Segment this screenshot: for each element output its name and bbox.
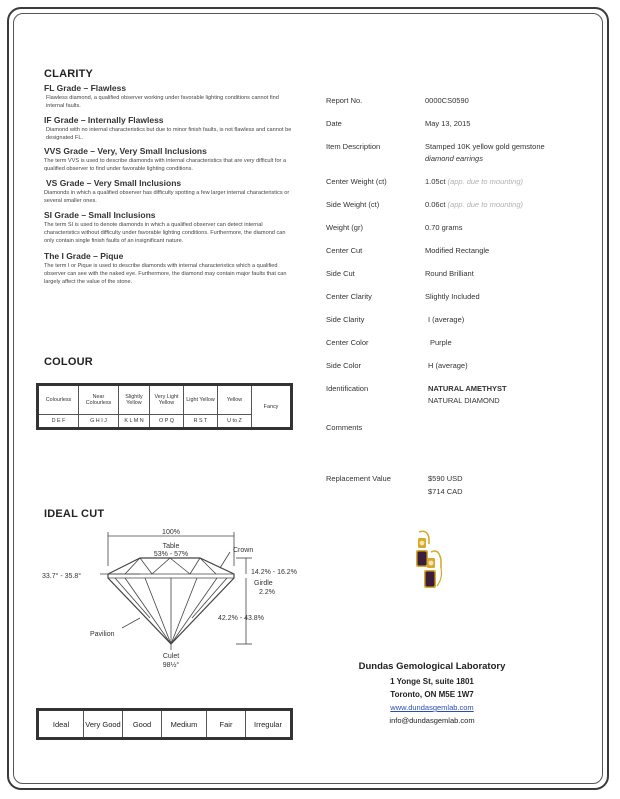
center-cut-value: Modified Rectangle xyxy=(425,246,490,255)
grade-vvs-title: VVS Grade – Very, Very Small Inclusions xyxy=(44,146,207,156)
side-cut-label: Side Cut xyxy=(326,269,355,278)
colour-col-label: Slightly Yellow xyxy=(119,385,150,415)
side-color-value: H (average) xyxy=(428,361,468,370)
lab-email[interactable]: info@dundasgemlab.com xyxy=(389,716,475,725)
grade-si-title: SI Grade – Small Inclusions xyxy=(44,210,156,220)
colour-col-label: Colourless xyxy=(38,385,79,415)
cut-grade-cell: Fair xyxy=(207,710,246,739)
weight-gr-label: Weight (gr) xyxy=(326,223,363,232)
lab-website-link[interactable]: www.dundasgemlab.com xyxy=(390,703,474,712)
center-color-value: Purple xyxy=(430,338,452,347)
colour-col-grades: G H I J xyxy=(79,415,119,429)
colour-col-grades: K L M N xyxy=(119,415,150,429)
identification-value: NATURAL AMETHYST xyxy=(428,384,507,393)
grade-fl-title: FL Grade – Flawless xyxy=(44,83,127,93)
colour-col-label: Light Yellow xyxy=(184,385,218,415)
item-description-label: Item Description xyxy=(326,142,381,151)
date-label: Date xyxy=(326,119,342,128)
colour-col-grades: O P Q xyxy=(150,415,184,429)
comments-label: Comments xyxy=(326,423,363,432)
diagram-pavilion-depth: 42.2% - 43.8% xyxy=(218,615,264,622)
grade-vvs-desc: The term VVS is used to describe diamonds with internal characteristics that are very difficult for a qualified observer to find under favorable lighting conditions. xyxy=(44,158,287,173)
grade-vs-title: VS Grade – Very Small Inclusions xyxy=(46,178,182,188)
center-weight-value: 1.05ct xyxy=(425,177,446,186)
center-clarity-value: Slightly Included xyxy=(425,292,480,301)
colour-col-grades: D E F xyxy=(38,415,79,429)
side-weight-label: Side Weight (ct) xyxy=(326,200,380,209)
grade-if-desc: Diamond with no internal characteristics but due to minor finish faults, is not flawless and cannot be designated FL. xyxy=(46,127,292,142)
colour-col-label: Near Colourless xyxy=(79,385,119,415)
cut-grade-cell: Irregular xyxy=(246,710,292,739)
colour-heading: COLOUR xyxy=(44,356,93,368)
lab-website-row xyxy=(312,703,552,712)
report-no-label: Report No. xyxy=(326,96,363,105)
grade-if-title: IF Grade – Internally Flawless xyxy=(44,115,164,125)
side-weight-note: (app. due to mounting) xyxy=(447,200,523,209)
grade-i-desc: The term I or Pique is used to describe diamonds with internal characteristics which a qualified observer can see with the naked eye. Furthermore, the diamond may contain major faults that can largely affect the value of the stone. xyxy=(44,263,287,286)
colour-col-label: Fancy xyxy=(252,385,292,429)
lab-name: Dundas Gemological Laboratory xyxy=(358,661,506,672)
diagram-crown-label: Crown xyxy=(233,547,254,554)
colour-grade-table xyxy=(36,383,293,430)
diagram-girdle-value: 2.2% xyxy=(259,589,275,596)
cut-grade-cell: Very Good xyxy=(84,710,123,739)
center-weight-label: Center Weight (ct) xyxy=(326,177,387,186)
replacement-value-label: Replacement Value xyxy=(326,474,391,483)
cut-grade-cell: Good xyxy=(123,710,162,739)
side-weight-value-row xyxy=(425,200,523,209)
side-clarity-label: Side Clarity xyxy=(326,315,365,324)
center-color-label: Center Color xyxy=(326,338,369,347)
grade-vs-desc: Diamonds in which a qualified observer has difficulty spotting a few larger internal characteristics or several smaller ones. xyxy=(44,190,290,205)
identification-value-line2: NATURAL DIAMOND xyxy=(428,396,500,405)
weight-gr-value: 0.70 grams xyxy=(425,223,463,232)
center-weight-note: (app. due to mounting) xyxy=(447,177,523,186)
side-weight-value: 0.06ct xyxy=(425,200,446,209)
colour-col-label: Yellow xyxy=(218,385,252,415)
diagram-table-label: Table xyxy=(162,543,180,550)
diamond-cut-diagram xyxy=(40,522,300,672)
side-clarity-value: I (average) xyxy=(428,315,465,324)
diagram-crown-angle: 33.7° - 35.8° xyxy=(42,573,82,580)
side-cut-value: Round Brilliant xyxy=(425,269,474,278)
center-cut-label: Center Cut xyxy=(326,246,363,255)
report-no-value: 0000CS0590 xyxy=(425,96,469,105)
date-value: May 13, 2015 xyxy=(425,119,471,128)
diagram-crown-height: 14.2% - 16.2% xyxy=(251,569,297,576)
side-color-label: Side Color xyxy=(326,361,362,370)
colour-col-grades: R S T xyxy=(184,415,218,429)
diagram-culet-label: Culet xyxy=(162,653,180,660)
cut-grade-cell: Medium xyxy=(162,710,207,739)
diagram-pavilion-label: Pavilion xyxy=(90,631,115,638)
item-description-value: Stamped 10K yellow gold gemstone xyxy=(425,142,545,151)
diagram-table-range: 53% - 57% xyxy=(153,551,189,558)
grade-fl-desc: Flawless diamond, a qualified observer working under favorable lighting conditions cannot find internal faults. xyxy=(46,95,279,110)
diagram-girdle-label: Girdle xyxy=(254,580,273,587)
diagram-width-label: 100% xyxy=(162,529,180,536)
colour-col-label: Very Light Yellow xyxy=(150,385,184,415)
lab-address-line2: Toronto, ON M5E 1W7 xyxy=(390,690,474,699)
colour-col-grades: U to Z xyxy=(218,415,252,429)
grade-i-title: The I Grade – Pique xyxy=(44,251,124,261)
diagram-culet-value: 98½° xyxy=(162,662,180,669)
grade-si-desc: The term SI is used to denote diamonds in which a qualified observer can detect internal characteristics without difficulty under favorable lighting conditions. Furthermore, the diamond can only contain single finish faults of an insignificant nature. xyxy=(44,222,286,245)
item-description-value-line2: diamond earrings xyxy=(425,154,483,163)
identification-label: Identification xyxy=(326,384,369,393)
replacement-value-cad: $714 CAD xyxy=(428,487,463,496)
clarity-heading: CLARITY xyxy=(44,68,94,80)
center-clarity-label: Center Clarity xyxy=(326,292,372,301)
cut-grade-cell: Ideal xyxy=(38,710,84,739)
earring-photo xyxy=(405,530,455,602)
cut-grade-table xyxy=(36,708,293,740)
replacement-value-usd: $590 USD xyxy=(428,474,463,483)
center-weight-value-row xyxy=(425,177,523,186)
lab-address-line1: 1 Yonge St, suite 1801 xyxy=(390,677,474,686)
ideal-cut-heading: IDEAL CUT xyxy=(44,508,105,520)
